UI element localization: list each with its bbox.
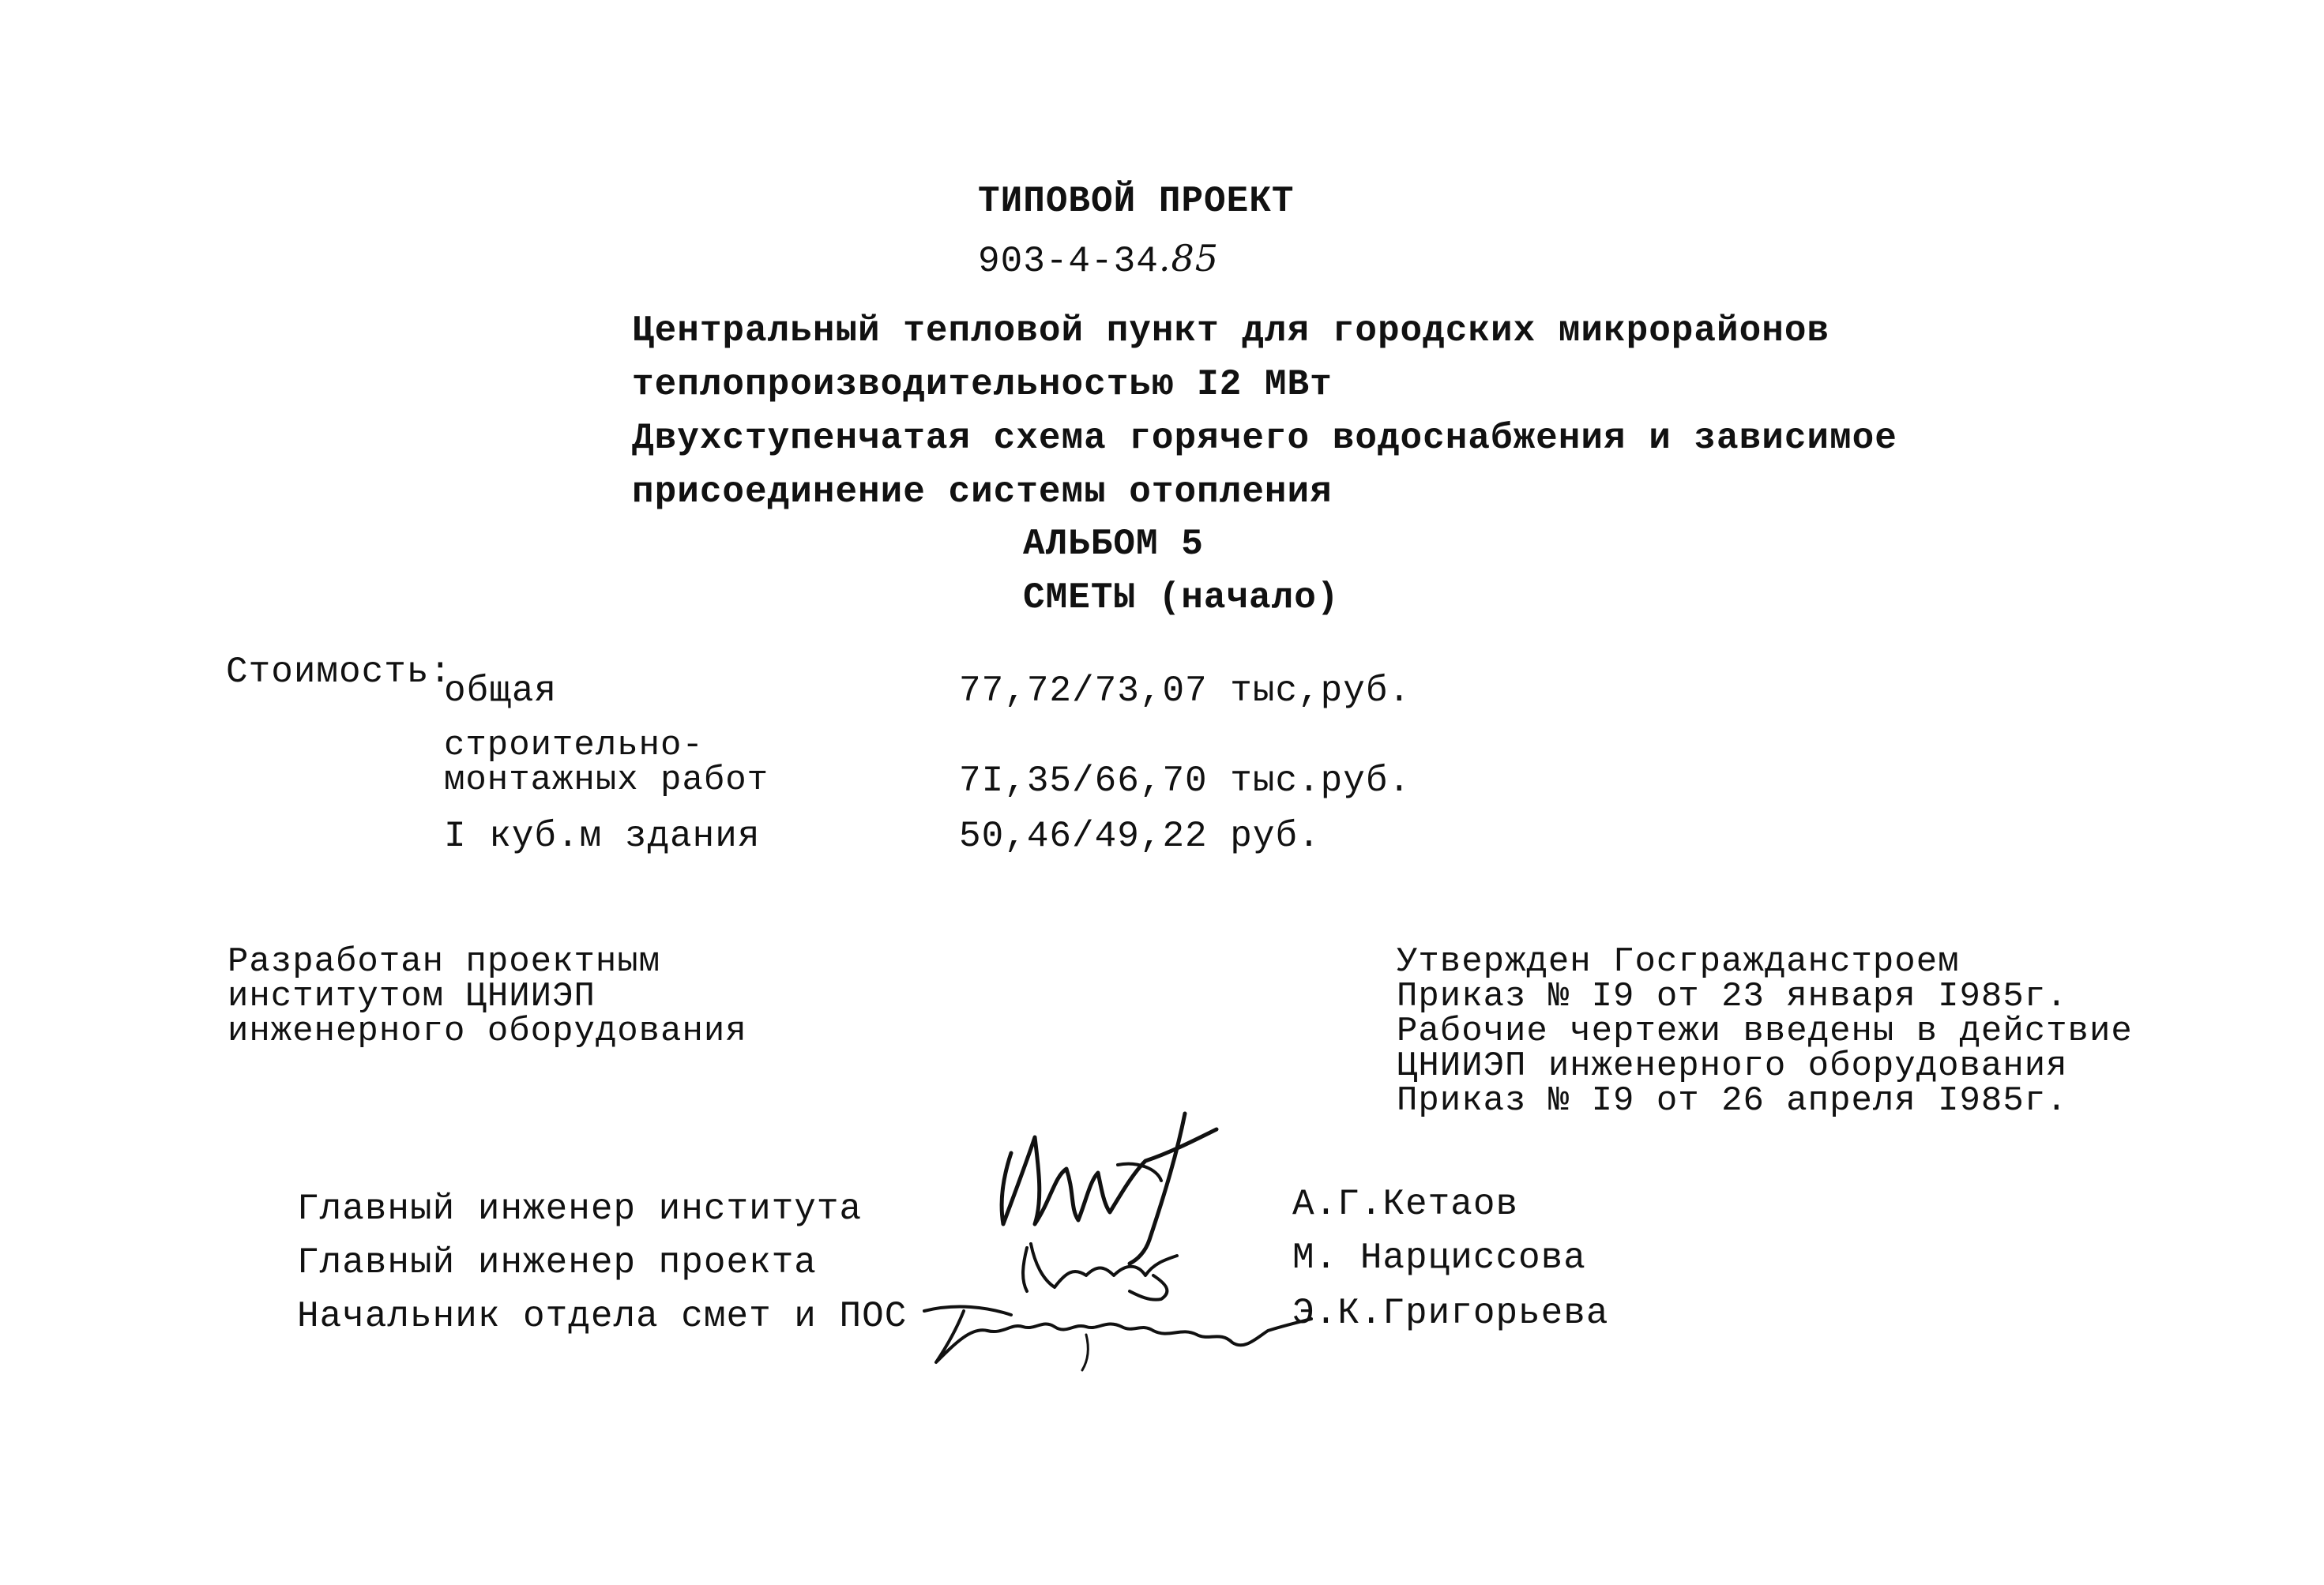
project-number-main: 903-4-34: [978, 241, 1159, 282]
signatory-position-3: Начальник отдела смет и ПОС: [297, 1296, 908, 1337]
cost-per-cubic-value: 50,46/49,22 руб.: [959, 816, 1321, 857]
signature-grigoreva: [908, 1287, 1319, 1374]
approval-line-1: Утвержден Госгражданстроем: [1397, 942, 1960, 982]
approval-line-3: Рабочие чертежи введены в действие: [1397, 1012, 2133, 1051]
description-line-2: теплопроизводительностью I2 МВт: [632, 364, 1333, 405]
description-line-3: Двухступенчатая схема горячего водоснабжения и зависимое: [632, 418, 1897, 459]
developer-line-1: Разработан проектным: [228, 942, 661, 982]
cost-total-value: 77,72/73,07 тыс,руб.: [959, 670, 1412, 712]
project-number: [978, 237, 1219, 282]
signatory-name-1: А.Г.Кетаов: [1292, 1184, 1519, 1225]
description-line-1: Центральный тепловой пункт для городских микрорайонов: [632, 310, 1830, 351]
album-subtitle: СМЕТЫ (начало): [1023, 577, 1340, 618]
cost-per-cubic-name: I куб.м здания: [444, 816, 761, 857]
approval-line-4: ЦНИИЭП инженерного оборудования: [1397, 1046, 2068, 1086]
album-title: АЛЬБОМ 5: [1023, 524, 1204, 565]
cost-total-name: общая: [444, 670, 558, 712]
developer-line-2: институтом ЦНИИЭП: [228, 977, 596, 1016]
project-title: ТИПОВОЙ ПРОЕКТ: [978, 181, 1295, 222]
description-line-4: присоединение системы отопления: [632, 471, 1333, 513]
signatory-name-3: Э.К.Григорьева: [1292, 1293, 1609, 1334]
approval-line-2: Приказ № I9 от 23 января I985г.: [1397, 977, 2068, 1016]
project-number-suffix: .85: [1158, 237, 1219, 280]
cost-construction-name-line2: монтажных работ: [444, 761, 769, 800]
developer-line-3: инженерного оборудования: [228, 1012, 747, 1051]
signatory-name-2: М. Нарциссова: [1292, 1238, 1586, 1279]
cost-construction-name-line1: строительно-: [444, 726, 704, 765]
cost-construction-value: 7I,35/66,70 тыс.руб.: [959, 761, 1412, 802]
signatory-position-2: Главный инженер проекта: [297, 1242, 817, 1283]
cost-label: Стоимость:: [226, 652, 453, 693]
signatory-position-1: Главный инженер института: [297, 1189, 863, 1230]
approval-line-5: Приказ № I9 от 26 апреля I985г.: [1397, 1081, 2068, 1121]
